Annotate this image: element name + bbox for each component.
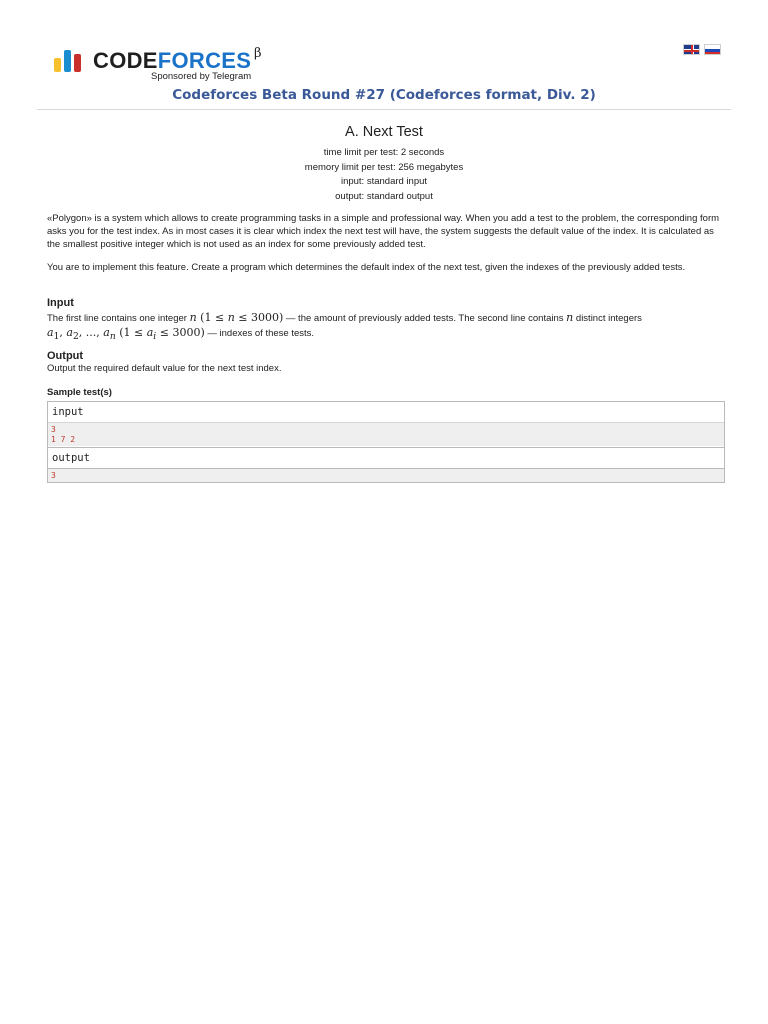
codeforces-logo[interactable] [54, 46, 284, 86]
ru-flag-icon[interactable] [704, 44, 721, 55]
output-specification: Output the required default value for the next test index. [47, 363, 282, 374]
logo-sponsor: Sponsored by Telegram [151, 71, 252, 82]
language-switcher [683, 44, 723, 56]
sample-output-label: output [48, 447, 724, 467]
input-section-title: Input [47, 297, 74, 309]
sample-output-content[interactable] [48, 468, 724, 482]
output-section-title: Output [47, 350, 84, 362]
logo-bars-icon [54, 50, 86, 72]
sample-input-label: input [52, 406, 84, 418]
sample-test-box [47, 401, 725, 483]
sample-tests-title: Sample test(s) [47, 387, 112, 398]
problem-title: A. Next Test [345, 124, 423, 140]
constraint-n-formula: n (1 ≤ n ≤ 3000) [189, 311, 284, 324]
sample-input-line: 3 [51, 425, 56, 434]
sample-input-line: 1 7 2 [51, 435, 76, 444]
output-target: output: standard output [335, 190, 433, 202]
input-specification: The first line contains one integer n (1 ≤ n ≤ 3000) — the amount of previously added tests. The second line contains n distinct integers $a_1$, $a_2$, ..., $a_n$ $(1 \le a_i \le 3000)$ — indexes of these tests. [47, 311, 642, 343]
logo-wordmark: CODEFORCES [93, 48, 252, 73]
en-flag-icon[interactable] [683, 44, 700, 55]
input-source: input: standard input [340, 176, 428, 187]
statement-paragraph-2: You are to implement this feature. Create a program which determines the default index of the next test, given the indexes of the previously added tests. [47, 262, 686, 273]
contest-title[interactable]: Codeforces Beta Round #27 (Codeforces format, Div. 2) [172, 87, 596, 103]
time-limit: time limit per test: 2 seconds [323, 147, 445, 158]
header-divider [37, 109, 731, 110]
memory-limit: memory limit per test: 256 megabytes [304, 161, 464, 173]
constraint-a-formula: $a_1$, $a_2$, ..., $a_n$ $(1 \le a_i \le 3000)$ [47, 326, 205, 343]
statement-paragraph-1: «Polygon» is a system which allows to create programming tasks in a simple and professional way. When you add a test to the problem, the corresponding form asks you for the test index. As in most cases it is clear which index the next test will have, the system suggests the default value of the index. It is calculated as the smallest positive integer which is not used as an index for some previously added test. [47, 213, 720, 250]
sample-input-content[interactable] [48, 422, 724, 446]
sample-output-line: 3 [51, 471, 56, 480]
logo-beta: β [254, 46, 262, 61]
problem-limits [0, 146, 768, 204]
